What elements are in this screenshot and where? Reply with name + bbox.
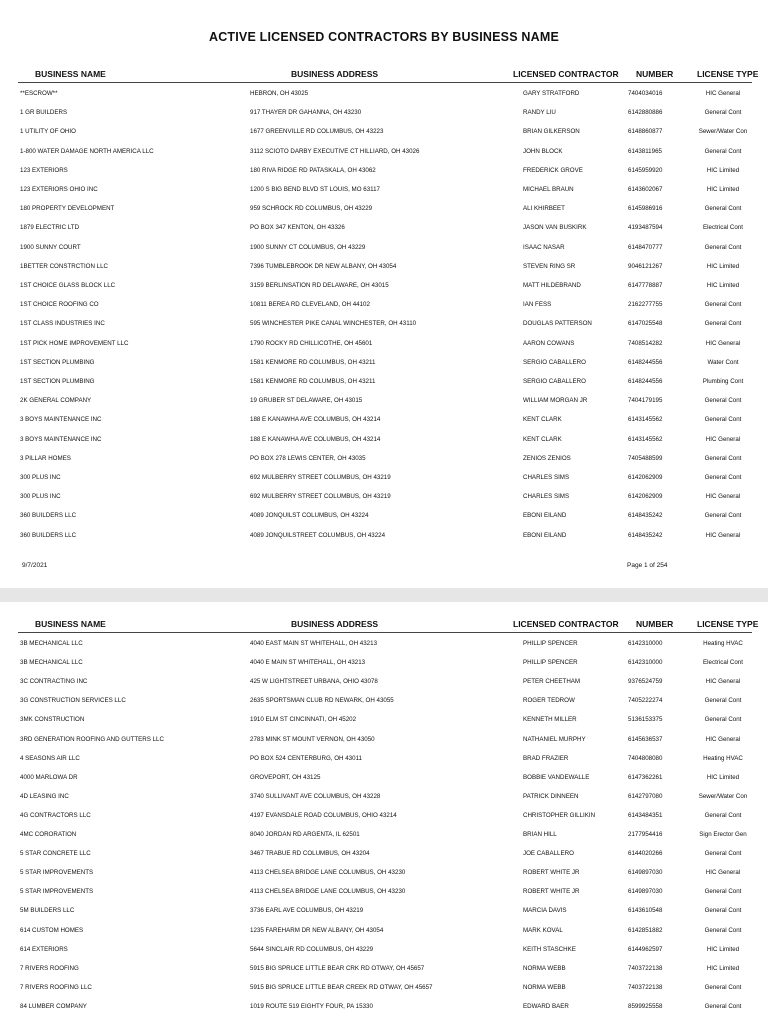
business-address-cell: 1790 ROCKY RD CHILLICOTHE, OH 45601	[250, 339, 373, 347]
business-name-cell: 3 PILLAR HOMES	[20, 454, 71, 462]
license-type-cell: HIC General	[705, 869, 741, 877]
business-address-cell: 3740 SULLIVANT AVE COLUMBUS, OH 43228	[250, 792, 381, 800]
business-name-cell: 84 LUMBER COMPANY	[20, 1002, 87, 1010]
business-name-cell: 5 STAR CONCRETE LLC	[20, 850, 91, 858]
business-name-cell: 1-800 WATER DAMAGE NORTH AMERICA LLC	[20, 147, 154, 155]
business-address-cell: 1235 FAREHARM DR NEW ALBANY, OH 43054	[250, 926, 384, 934]
header-number: NUMBER	[636, 69, 674, 79]
license-type-cell: General Cont	[704, 850, 742, 858]
contractor-name-cell: BRIAN GILKERSON	[523, 128, 580, 136]
table-header	[0, 69, 768, 83]
table-row	[0, 474, 768, 488]
table-row	[0, 301, 768, 315]
contractor-name-cell: NATHANIEL MURPHY	[523, 735, 586, 743]
business-address-cell: 4040 EAST MAIN ST WHITEHALL, OH 43213	[250, 640, 378, 647]
contractor-name-cell: JASON VAN BUSKIRK	[523, 224, 587, 232]
license-number-cell: 6142851882	[628, 926, 663, 934]
contractor-name-cell: PHILLIP SPENCER	[523, 659, 578, 667]
license-number-cell: 6148244556	[628, 378, 663, 385]
license-number-cell: 6145959920	[628, 166, 663, 174]
business-name-cell: 3B MECHANICAL LLC	[20, 640, 83, 647]
license-number-cell: 7403722138	[628, 983, 663, 991]
contractor-name-cell: PATRICK DINNEEN	[523, 792, 579, 800]
license-type-cell: HIC Limited	[706, 186, 740, 193]
business-name-cell: 360 BUILDERS LLC	[20, 512, 77, 520]
license-type-cell: General Cont	[704, 416, 742, 424]
business-name-cell: 1ST CLASS INDUSTRIES INC	[20, 320, 105, 328]
business-address-cell: 5915 BIG SPRUCE LITTLE BEAR CRK RD OTWAY, OH 45657	[250, 964, 425, 972]
license-number-cell: 5136153375	[628, 716, 663, 724]
table-row	[0, 678, 768, 692]
header-business-address: BUSINESS ADDRESS	[291, 619, 379, 629]
contractor-name-cell: CHARLES SIMS	[523, 493, 570, 501]
business-name-cell: 3B MECHANICAL LLC	[20, 659, 83, 667]
business-address-cell: 3159 BERLINSATION RD DELAWARE, OH 43015	[250, 282, 389, 289]
header-license-type: LICENSE TYPE	[697, 619, 759, 629]
page-separator	[0, 588, 768, 602]
business-address-cell: 1677 GREENVILLE RD COLUMBUS, OH 43223	[250, 128, 384, 136]
license-number-cell: 6142062909	[628, 474, 663, 481]
license-number-cell: 6144020266	[628, 850, 663, 858]
contractor-name-cell: CHRISTOPHER GILLIKIN	[523, 811, 596, 819]
table-row	[0, 736, 768, 750]
table-row	[0, 831, 768, 845]
license-type-cell: HIC General	[705, 678, 741, 686]
business-name-cell: **ESCROW**	[20, 90, 58, 97]
contractor-name-cell: BOBBIE VANDEWALLE	[523, 773, 590, 781]
contractor-name-cell: BRIAN HILL	[523, 831, 557, 838]
license-number-cell: 6148860877	[628, 128, 663, 136]
table-row	[0, 205, 768, 219]
license-number-cell: 6142310000	[628, 659, 663, 667]
business-address-cell: 4089 JONQUILSTREET COLUMBUS, OH 43224	[250, 531, 386, 539]
business-address-cell: 188 E KANAWHA AVE COLUMBUS, OH 43214	[250, 416, 381, 424]
table-row	[0, 359, 768, 373]
contractor-name-cell: EBONI EILAND	[523, 512, 567, 520]
business-address-cell: 1581 KENMORE RD COLUMBUS, OH 43211	[250, 378, 376, 385]
license-type-cell: HIC Limited	[706, 773, 740, 781]
license-type-cell: HIC General	[705, 435, 741, 443]
business-address-cell: 1900 SUNNY CT COLUMBUS, OH 43229	[250, 243, 366, 251]
contractor-name-cell: ROBERT WHITE JR	[523, 869, 580, 877]
license-number-cell: 6143484351	[628, 811, 663, 819]
license-number-cell: 6143602067	[628, 186, 663, 193]
contractor-name-cell: EDWARD BAER	[523, 1002, 569, 1010]
license-type-cell: General Cont	[704, 983, 742, 991]
table-header	[0, 619, 768, 633]
table-row	[0, 888, 768, 902]
contractor-name-cell: KENT CLARK	[523, 435, 562, 443]
license-type-cell: General Cont	[704, 301, 742, 309]
license-type-cell: HIC Limited	[706, 166, 740, 174]
contractor-name-cell: MARK KOVAL	[523, 926, 563, 934]
table-row	[0, 416, 768, 430]
header-licensed-contractor: LICENSED CONTRACTOR	[513, 69, 619, 79]
business-name-cell: 180 PROPERTY DEVELOPMENT	[20, 205, 115, 213]
header-licensed-contractor: LICENSED CONTRACTOR	[513, 619, 619, 629]
business-address-cell: 692 MULBERRY STREET COLUMBUS, OH 43219	[250, 493, 391, 501]
license-type-cell: Sign Erector Gen	[699, 831, 747, 838]
contractor-name-cell: DOUGLAS PATTERSON	[523, 320, 592, 328]
business-name-cell: 2K GENERAL COMPANY	[20, 397, 92, 405]
license-type-cell: General Cont	[704, 147, 742, 155]
business-name-cell: 1ST SECTION PLUMBING	[20, 378, 95, 385]
business-name-cell: 3 BOYS MAINTENANCE INC	[20, 435, 102, 443]
license-number-cell: 6148435242	[628, 512, 663, 520]
license-type-cell: HIC General	[705, 90, 741, 97]
business-address-cell: 2783 MINK ST MOUNT VERNON, OH 43050	[250, 735, 375, 743]
contractor-name-cell: ALI KHIRBEET	[523, 205, 565, 213]
business-address-cell: 595 WINCHESTER PIKE CANAL WINCHESTER, OH 43110	[250, 320, 417, 328]
license-number-cell: 6143610548	[628, 907, 663, 915]
header-business-name: BUSINESS NAME	[35, 69, 106, 79]
license-number-cell: 2177954416	[628, 831, 663, 838]
table-row	[0, 186, 768, 200]
license-type-cell: HIC Limited	[706, 282, 740, 289]
table-row	[0, 1003, 768, 1017]
license-type-cell: HIC General	[705, 493, 741, 501]
header-rule	[18, 632, 752, 633]
license-type-cell: Plumbing Cont	[702, 378, 744, 385]
contractor-name-cell: KENT CLARK	[523, 416, 562, 424]
report-page-2	[0, 605, 768, 1024]
license-type-cell: General Cont	[704, 888, 742, 896]
license-number-cell: 7405222274	[628, 697, 663, 705]
table-row	[0, 965, 768, 979]
header-rule	[18, 82, 752, 83]
license-type-cell: HIC Limited	[706, 262, 740, 270]
business-address-cell: 1581 KENMORE RD COLUMBUS, OH 43211	[250, 358, 376, 366]
business-name-cell: 1ST CHOICE ROOFING CO	[20, 301, 99, 309]
license-number-cell: 7404808080	[628, 754, 663, 762]
contractor-name-cell: WILLIAM MORGAN JR	[523, 397, 588, 405]
business-name-cell: 1 UTILITY OF OHIO	[20, 128, 76, 136]
business-name-cell: 1879 ELECTRIC LTD	[20, 224, 80, 232]
table-row	[0, 455, 768, 469]
license-type-cell: Sewer/Water Con	[698, 792, 748, 800]
table-row	[0, 716, 768, 730]
license-type-cell: Heating HVAC	[703, 754, 743, 762]
table-row	[0, 946, 768, 960]
license-type-cell: General Cont	[704, 512, 742, 520]
business-name-cell: 300 PLUS INC	[20, 493, 61, 501]
business-address-cell: PO BOX 524 CENTERBURG, OH 43011	[250, 754, 362, 762]
table-row	[0, 927, 768, 941]
license-type-cell: Electrical Cont	[703, 659, 743, 667]
license-number-cell: 7404034016	[628, 90, 663, 97]
license-number-cell: 8599925558	[628, 1002, 663, 1010]
contractor-name-cell: PETER CHEETHAM	[523, 678, 581, 686]
table-row	[0, 697, 768, 711]
contractor-name-cell: KEITH STASCHKE	[523, 945, 576, 953]
table-row	[0, 793, 768, 807]
business-address-cell: 4113 CHELSEA BRIDGE LANE COLUMBUS, OH 43230	[250, 869, 406, 877]
license-number-cell: 4193487594	[628, 224, 663, 232]
license-type-cell: General Cont	[704, 454, 742, 462]
license-number-cell: 6149897030	[628, 869, 663, 877]
business-name-cell: 360 BUILDERS LLC	[20, 531, 77, 539]
table-row	[0, 812, 768, 826]
contractor-name-cell: RANDY LIU	[523, 109, 556, 117]
business-name-cell: 1ST SECTION PLUMBING	[20, 358, 95, 366]
license-number-cell: 6142310000	[628, 640, 663, 647]
business-address-cell: HEBRON, OH 43025	[250, 90, 309, 97]
business-address-cell: 19 GRUBER ST DELAWARE, OH 43015	[250, 397, 363, 405]
header-license-type: LICENSE TYPE	[697, 69, 759, 79]
business-address-cell: 2635 SPORTSMAN CLUB RD NEWARK, OH 43055	[250, 697, 394, 705]
license-number-cell: 6142797080	[628, 792, 663, 800]
contractor-name-cell: AARON COWANS	[523, 339, 575, 347]
contractor-name-cell: GARY STRATFORD	[523, 90, 580, 97]
contractor-name-cell: ZENIOS ZENIOS	[523, 454, 571, 462]
contractor-name-cell: ROGER TEDROW	[523, 697, 575, 705]
table-row	[0, 90, 768, 104]
license-type-cell: General Cont	[704, 109, 742, 117]
business-name-cell: 1900 SUNNY COURT	[20, 243, 81, 251]
license-type-cell: General Cont	[704, 320, 742, 328]
license-type-cell: HIC General	[705, 339, 741, 347]
business-address-cell: 917 THAYER DR GAHANNA, OH 43230	[250, 109, 362, 117]
contractor-name-cell: NORMA WEBB	[523, 964, 566, 972]
license-type-cell: HIC Limited	[706, 964, 740, 972]
license-number-cell: 9376524759	[628, 678, 663, 686]
contractor-name-cell: JOHN BLOCK	[523, 147, 563, 155]
business-address-cell: 1910 ELM ST CINCINNATI, OH 45202	[250, 716, 357, 724]
business-name-cell: 1BETTER CONSTRCTION LLC	[20, 262, 109, 270]
business-name-cell: 1ST PICK HOME IMPROVEMENT LLC	[20, 339, 129, 347]
business-name-cell: 300 PLUS INC	[20, 474, 61, 481]
business-name-cell: 614 CUSTOM HOMES	[20, 926, 84, 934]
business-address-cell: 5644 SINCLAIR RD COLUMBUS, OH 43229	[250, 945, 374, 953]
business-address-cell: 3467 TRABUE RD COLUMBUS, OH 43204	[250, 850, 370, 858]
contractor-name-cell: ROBERT WHITE JR	[523, 888, 580, 896]
business-name-cell: 1ST CHOICE GLASS BLOCK LLC	[20, 282, 116, 289]
business-name-cell: 5 STAR IMPROVEMENTS	[20, 869, 94, 877]
business-name-cell: 7 RIVERS ROOFING LLC	[20, 983, 92, 991]
license-number-cell: 2162277755	[628, 301, 663, 309]
business-address-cell: 8040 JORDAN RD ARGENTA, IL 62501	[250, 831, 360, 838]
table-row	[0, 493, 768, 507]
business-name-cell: 4MC CORORATION	[20, 831, 77, 838]
business-name-cell: 123 EXTERIORS OHIO INC	[20, 186, 98, 193]
table-row	[0, 282, 768, 296]
license-number-cell: 6145986916	[628, 205, 663, 213]
footer-date: 9/7/2021	[22, 562, 48, 569]
business-name-cell: 5M BUILDERS LLC	[20, 907, 75, 915]
table-row	[0, 128, 768, 142]
business-name-cell: 4 SEASONS AIR LLC	[20, 754, 80, 762]
license-number-cell: 6144962597	[628, 945, 663, 953]
business-address-cell: 10811 BEREA RD CLEVELAND, OH 44102	[250, 301, 370, 309]
license-type-cell: General Cont	[704, 697, 742, 705]
license-type-cell: Heating HVAC	[703, 640, 743, 647]
business-address-cell: 3112 SCIOTO DARBY EXECUTIVE CT HILLIARD, OH 43026	[250, 147, 420, 155]
table-row	[0, 984, 768, 998]
license-number-cell: 7403722138	[628, 964, 663, 972]
table-row	[0, 850, 768, 864]
contractor-name-cell: EBONI EILAND	[523, 531, 567, 539]
contractor-name-cell: KENNETH MILLER	[523, 716, 577, 724]
license-number-cell: 9046121267	[628, 262, 663, 270]
business-name-cell: 4G CONTRACTORS LLC	[20, 811, 91, 819]
business-address-cell: 1200 S BIG BEND BLVD ST LOUIS, MO 63117	[250, 186, 380, 193]
contractor-name-cell: MICHAEL BRAUN	[523, 186, 574, 193]
license-type-cell: Sewer/Water Con	[698, 128, 748, 136]
license-number-cell: 6149897030	[628, 888, 663, 896]
table-row	[0, 148, 768, 162]
table-row	[0, 340, 768, 354]
table-row	[0, 263, 768, 277]
table-row	[0, 907, 768, 921]
license-number-cell: 7405488599	[628, 454, 663, 462]
license-number-cell: 6148244556	[628, 358, 663, 366]
report-title: ACTIVE LICENSED CONTRACTORS BY BUSINESS NAME	[208, 30, 560, 44]
business-name-cell: 123 EXTERIORS	[20, 166, 68, 174]
license-number-cell: 6148470777	[628, 243, 663, 251]
contractor-name-cell: IAN FESS	[523, 301, 552, 309]
contractor-name-cell: JOE CABALLERO	[523, 850, 574, 858]
contractor-name-cell: SERGIO CABALLERO	[523, 358, 586, 366]
license-type-cell: General Cont	[704, 811, 742, 819]
license-type-cell: HIC Limited	[706, 945, 740, 953]
business-address-cell: 3736 EARL AVE COLUMBUS, OH 43219	[250, 907, 364, 915]
contractor-name-cell: PHILLIP SPENCER	[523, 640, 578, 647]
license-type-cell: General Cont	[704, 926, 742, 934]
contractor-name-cell: BRAD FRAZIER	[523, 754, 569, 762]
business-address-cell: 180 RIVA RIDGE RD PATASKALA, OH 43062	[250, 166, 376, 174]
license-type-cell: General Cont	[704, 397, 742, 405]
license-type-cell: General Cont	[704, 907, 742, 915]
business-name-cell: 4D LEASING INC	[20, 792, 69, 800]
contractor-name-cell: ISAAC NASAR	[523, 243, 565, 251]
business-address-cell: PO BOX 347 KENTON, OH 43326	[250, 224, 345, 232]
table-row	[0, 755, 768, 769]
business-name-cell: 3RD GENERATION ROOFING AND GUTTERS LLC	[20, 735, 164, 743]
business-address-cell: 692 MULBERRY STREET COLUMBUS, OH 43219	[250, 474, 391, 481]
business-address-cell: 4113 CHELSEA BRIDGE LANE COLUMBUS, OH 43230	[250, 888, 406, 896]
license-type-cell: General Cont	[704, 474, 742, 481]
license-type-cell: Electrical Cont	[703, 224, 743, 232]
contractor-name-cell: FREDERICK GROVE	[523, 166, 583, 174]
license-type-cell: General Cont	[704, 205, 742, 213]
business-address-cell: 4040 E MAIN ST WHITEHALL, OH 43213	[250, 659, 366, 667]
license-number-cell: 6147778887	[628, 282, 663, 289]
business-address-cell: 1019 ROUTE 519 EIGHTY FOUR, PA 15330	[250, 1002, 373, 1010]
table-row	[0, 109, 768, 123]
business-name-cell: 4000 MARLOWA DR	[20, 773, 78, 781]
business-name-cell: 3 BOYS MAINTENANCE INC	[20, 416, 102, 424]
business-name-cell: 3G CONSTRUCTION SERVICES LLC	[20, 697, 126, 705]
header-business-name: BUSINESS NAME	[35, 619, 106, 629]
business-address-cell: GROVEPORT, OH 43125	[250, 773, 321, 781]
contractor-name-cell: NORMA WEBB	[523, 983, 566, 991]
license-type-cell: General Cont	[704, 1002, 742, 1010]
contractor-name-cell: MATT HILDEBRAND	[523, 282, 581, 289]
business-address-cell: 5915 BIG SPRUCE LITTLE BEAR CREEK RD OTWAY, OH 45657	[250, 983, 433, 991]
table-row	[0, 436, 768, 450]
business-address-cell: 7396 TUMBLEBROOK DR NEW ALBANY, OH 43054	[250, 262, 397, 270]
license-number-cell: 6147025548	[628, 320, 663, 328]
license-type-cell: HIC General	[705, 735, 741, 743]
business-name-cell: 5 STAR IMPROVEMENTS	[20, 888, 94, 896]
table-row	[0, 532, 768, 546]
business-name-cell: 7 RIVERS ROOFING	[20, 964, 79, 972]
business-address-cell: 4089 JONQUILST COLUMBUS, OH 43224	[250, 512, 369, 520]
contractor-name-cell: STEVEN RING SR	[523, 262, 576, 270]
header-business-address: BUSINESS ADDRESS	[291, 69, 379, 79]
business-name-cell: 614 EXTERIORS	[20, 945, 68, 953]
contractor-name-cell: CHARLES SIMS	[523, 474, 570, 481]
header-number: NUMBER	[636, 619, 674, 629]
business-address-cell: 959 SCHROCK RD COLUMBUS, OH 43229	[250, 205, 373, 213]
license-type-cell: General Cont	[704, 243, 742, 251]
license-number-cell: 6142062909	[628, 493, 663, 501]
license-type-cell: Water Cont	[707, 358, 739, 366]
table-row	[0, 774, 768, 788]
business-name-cell: 1 GR BUILDERS	[20, 109, 68, 117]
license-number-cell: 6145636537	[628, 735, 663, 743]
contractor-name-cell: SERGIO CABALLERO	[523, 378, 586, 385]
business-name-cell: 3MK CONSTRUCTION	[20, 716, 85, 724]
license-number-cell: 7408514282	[628, 339, 663, 347]
business-address-cell: 425 W LIGHTSTREET URBANA, OHIO 43078	[250, 678, 378, 686]
license-number-cell: 6143811965	[628, 147, 662, 155]
table-row	[0, 397, 768, 411]
business-address-cell: 188 E KANAWHA AVE COLUMBUS, OH 43214	[250, 435, 381, 443]
license-number-cell: 6143145562	[628, 416, 663, 424]
table-row	[0, 869, 768, 883]
table-row	[0, 224, 768, 238]
footer-page-number: Page 1 of 254	[627, 562, 668, 569]
license-number-cell: 6147362261	[628, 773, 663, 781]
table-row	[0, 659, 768, 673]
business-address-cell: 4197 EVANSDALE ROAD COLUMBUS, OHIO 43214	[250, 811, 397, 819]
license-type-cell: HIC General	[705, 531, 741, 539]
table-row	[0, 640, 768, 654]
license-type-cell: General Cont	[704, 716, 742, 724]
table-row	[0, 320, 768, 334]
license-number-cell: 6142880886	[628, 109, 663, 117]
business-name-cell: 3C CONTRACTING INC	[20, 678, 88, 686]
license-number-cell: 6143145562	[628, 435, 663, 443]
business-address-cell: PO BOX 278 LEWIS CENTER, OH 43035	[250, 454, 366, 462]
table-row	[0, 244, 768, 258]
table-row	[0, 378, 768, 392]
contractor-name-cell: MARCIA DAVIS	[523, 907, 567, 915]
table-row	[0, 512, 768, 526]
license-number-cell: 6148435242	[628, 531, 663, 539]
table-row	[0, 167, 768, 181]
license-number-cell: 7404179195	[628, 397, 663, 405]
